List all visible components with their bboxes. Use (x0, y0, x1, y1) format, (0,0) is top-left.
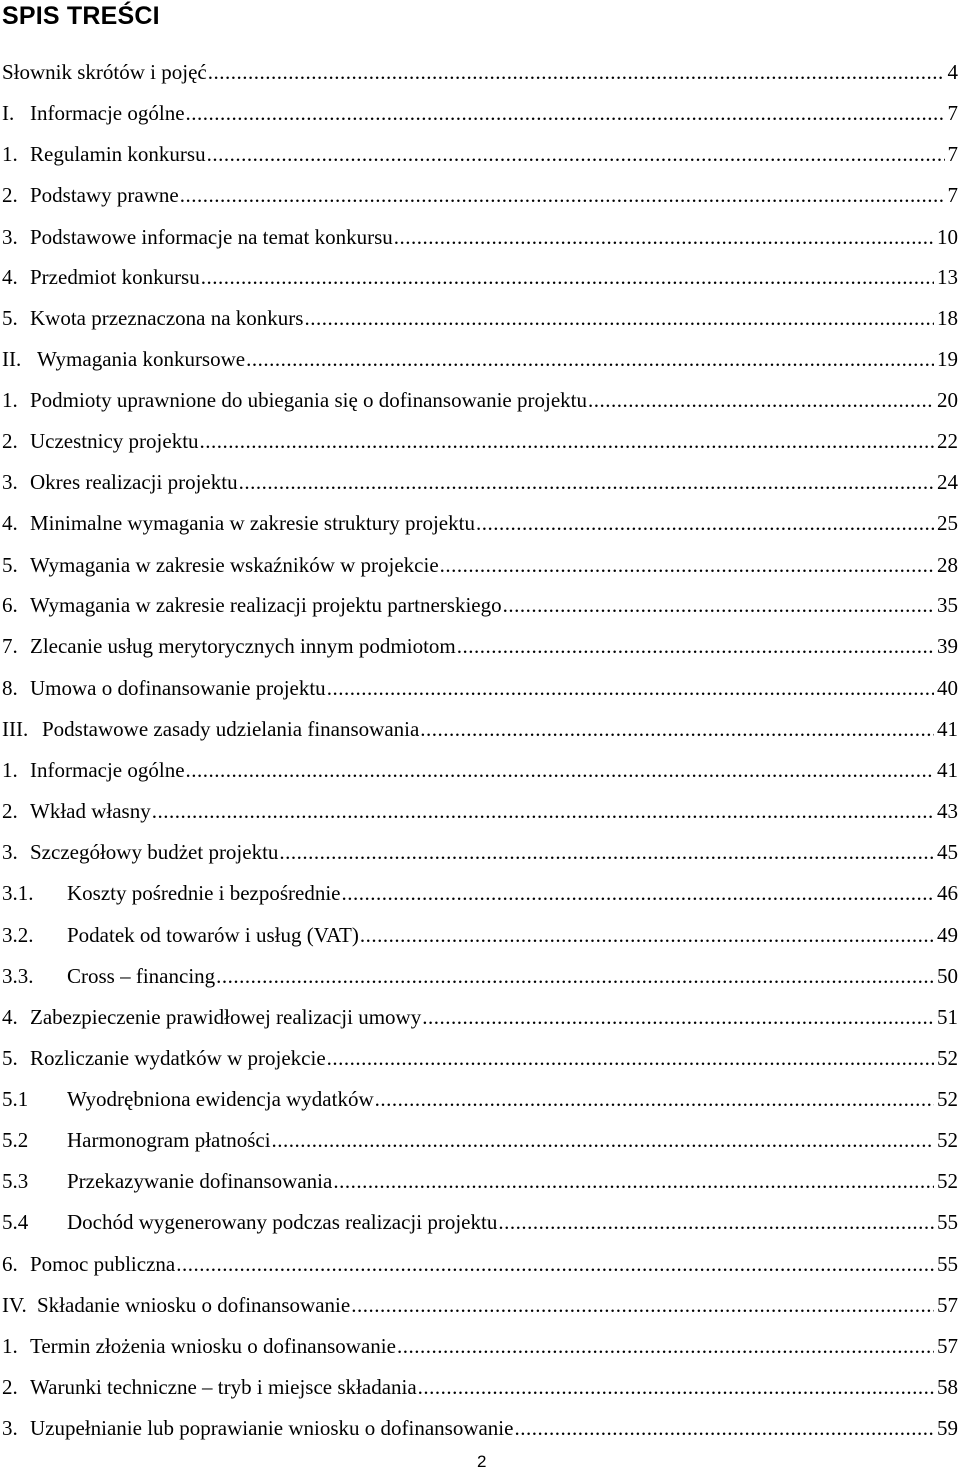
dot-leader (152, 796, 934, 826)
toc-entry-label: Informacje ogólne (30, 101, 185, 125)
toc-entry-page: 43 (937, 799, 958, 823)
dot-leader (327, 1043, 934, 1073)
toc-entry-label: Warunki techniczne – tryb i miejsce składania (30, 1375, 417, 1399)
toc-entry-page: 41 (937, 758, 958, 782)
toc-entry-number: 5.1 (2, 1087, 29, 1111)
toc-entry-number: 2. (2, 1375, 18, 1399)
dot-leader (588, 385, 934, 415)
toc-entry-number: 5.4 (2, 1210, 29, 1234)
toc-entry-page: 52 (937, 1046, 958, 1070)
toc-entry[interactable] (0, 590, 960, 620)
toc-entry-label: Wymagania konkursowe (37, 347, 246, 371)
toc-entry-label: Podstawowe informacje na temat konkursu (30, 225, 393, 249)
toc-entry-page: 59 (937, 1416, 958, 1440)
dot-leader (186, 98, 945, 128)
toc-entry[interactable] (0, 262, 960, 292)
toc-entry-label: Cross – financing (67, 964, 216, 988)
toc-entry-number: 7. (2, 634, 18, 658)
toc-entry-page: 7 (947, 142, 958, 166)
dot-leader (397, 1331, 934, 1361)
toc-entry-page: 58 (937, 1375, 958, 1399)
toc-entry-label: Podstawowe zasady udzielania finansowania (42, 717, 420, 741)
dot-leader (394, 222, 934, 252)
dot-leader (239, 467, 934, 497)
toc-entry-label: Wyodrębniona ewidencja wydatków (67, 1087, 374, 1111)
toc-entry[interactable] (0, 1290, 960, 1320)
toc-entry[interactable] (0, 139, 960, 169)
toc-entry-number: 2. (2, 183, 18, 207)
dot-leader (246, 344, 934, 374)
toc-entry-page: 51 (937, 1005, 958, 1029)
toc-entry-number: 6. (2, 1252, 18, 1276)
toc-entry-label: Regulamin konkursu (30, 142, 206, 166)
toc-entry-page: 41 (937, 717, 958, 741)
toc-entry-number: 1. (2, 142, 18, 166)
toc-entry[interactable] (0, 631, 960, 661)
toc-entry[interactable] (0, 1372, 960, 1402)
toc-entry-page: 52 (937, 1128, 958, 1152)
dot-leader (207, 139, 945, 169)
toc-entry-number: III. (2, 717, 29, 741)
toc-entry-page: 57 (937, 1293, 958, 1317)
toc-entry-number: 1. (2, 758, 18, 782)
dot-leader (333, 1166, 934, 1196)
toc-entry-page: 13 (937, 265, 958, 289)
toc-entry-label: Wymagania w zakresie realizacji projektu partnerskiego (30, 593, 502, 617)
toc-entry[interactable] (0, 426, 960, 456)
toc-entry-label: Zabezpieczenie prawidłowej realizacji umowy (30, 1005, 422, 1029)
toc-entry-page: 46 (937, 881, 958, 905)
dot-leader (208, 57, 945, 87)
toc-entry-page: 57 (937, 1334, 958, 1358)
toc-entry-label: Wymagania w zakresie wskaźników w projekcie (30, 553, 439, 577)
toc-entry-page: 35 (937, 593, 958, 617)
dot-leader (201, 262, 934, 292)
toc-entry-number: 3.3. (2, 964, 34, 988)
toc-entry-label: Podmioty uprawnione do ubiegania się o dofinansowanie projektu (30, 388, 587, 412)
toc-entry-label: Umowa o dofinansowanie projektu (30, 676, 326, 700)
toc-entry-page: 4 (947, 60, 958, 84)
toc-entry[interactable] (0, 1249, 960, 1279)
toc-entry-page: 55 (937, 1252, 958, 1276)
toc-entry[interactable] (0, 1413, 960, 1443)
toc-entry-page: 55 (937, 1210, 958, 1234)
toc-entry[interactable] (0, 303, 960, 333)
toc-entry-label: Szczegółowy budżet projektu (30, 840, 279, 864)
dot-leader (186, 755, 934, 785)
toc-entry[interactable] (0, 1166, 960, 1196)
toc-entry-number: 5.3 (2, 1169, 29, 1193)
toc-entry-number: 5. (2, 553, 18, 577)
page-title: SPIS TREŚCI (2, 2, 160, 30)
dot-leader (375, 1084, 934, 1114)
toc-entry[interactable] (0, 837, 960, 867)
toc-entry-number: II. (2, 347, 22, 371)
toc-entry-label: Przedmiot konkursu (30, 265, 200, 289)
toc-entry[interactable] (0, 1084, 960, 1114)
toc-entry-label: Składanie wniosku o dofinansowanie (37, 1293, 351, 1317)
toc-entry-number: 8. (2, 676, 18, 700)
toc-entry-label: Uczestnicy projektu (30, 429, 199, 453)
toc-entry[interactable] (0, 673, 960, 703)
toc-entry-label: Podatek od towarów i usług (VAT) (67, 923, 359, 947)
toc-entry[interactable] (0, 344, 960, 374)
toc-entry[interactable] (0, 961, 960, 991)
toc-entry-number: I. (2, 101, 15, 125)
toc-entry-number: 3. (2, 225, 18, 249)
dot-leader (498, 1207, 934, 1237)
toc-entry-page: 22 (937, 429, 958, 453)
toc-entry[interactable] (0, 98, 960, 128)
toc-entry[interactable] (0, 222, 960, 252)
toc-entry[interactable] (0, 1043, 960, 1073)
toc-entry[interactable] (0, 796, 960, 826)
toc-entry-number: 2. (2, 429, 18, 453)
toc-entry-number: 5. (2, 306, 18, 330)
toc-entry[interactable] (0, 1125, 960, 1155)
toc-entry-page: 24 (937, 470, 958, 494)
dot-leader (279, 837, 934, 867)
toc-entry-label: Minimalne wymagania w zakresie struktury projektu (30, 511, 475, 535)
toc-entry-page: 45 (937, 840, 958, 864)
toc-entry-label: Informacje ogólne (30, 758, 185, 782)
page-number: 2 (477, 1452, 487, 1471)
toc-entry[interactable] (0, 57, 960, 87)
toc-entry-page: 28 (937, 553, 958, 577)
toc-entry[interactable] (0, 1331, 960, 1361)
toc-entry-number: 4. (2, 265, 18, 289)
dot-leader (360, 920, 934, 950)
dot-leader (272, 1125, 934, 1155)
dot-leader (418, 1372, 934, 1402)
toc-entry-page: 52 (937, 1087, 958, 1111)
toc-entry-page: 18 (937, 306, 958, 330)
toc-entry[interactable] (0, 878, 960, 908)
dot-leader (420, 714, 934, 744)
toc-entry[interactable] (0, 1207, 960, 1237)
toc-entry-page: 20 (937, 388, 958, 412)
dot-leader (200, 426, 934, 456)
toc-entry[interactable] (0, 920, 960, 950)
toc-entry-label: Wkład własny (30, 799, 151, 823)
toc-entry-number: 5.2 (2, 1128, 29, 1152)
toc-entry-number: 1. (2, 1334, 18, 1358)
toc-entry-label: Okres realizacji projektu (30, 470, 238, 494)
toc-entry-number: 3. (2, 470, 18, 494)
dot-leader (342, 878, 934, 908)
toc-entry-label: Podstawy prawne (30, 183, 179, 207)
toc-entry-label: Rozliczanie wydatków w projekcie (30, 1046, 326, 1070)
toc-entry-page: 40 (937, 676, 958, 700)
toc-entry[interactable] (0, 755, 960, 785)
dot-leader (514, 1413, 934, 1443)
toc-entry-label: Zlecanie usług merytorycznych innym podmiotom (30, 634, 456, 658)
toc-entry-page: 19 (937, 347, 958, 371)
dot-leader (440, 550, 934, 580)
toc-entry-label: Pomoc publiczna (30, 1252, 176, 1276)
toc-entry-number: 4. (2, 511, 18, 535)
dot-leader (457, 631, 934, 661)
toc-entry-page: 49 (937, 923, 958, 947)
toc-entry-label: Uzupełnianie lub poprawianie wniosku o dofinansowanie (30, 1416, 514, 1440)
toc-entry[interactable] (0, 385, 960, 415)
dot-leader (476, 508, 934, 538)
toc-entry-page: 7 (947, 183, 958, 207)
toc-entry-number: 6. (2, 593, 18, 617)
toc-entry-number: 3.1. (2, 881, 34, 905)
toc-entry[interactable] (0, 1002, 960, 1032)
toc-entry-page: 25 (937, 511, 958, 535)
toc-entry[interactable] (0, 180, 960, 210)
toc-entry-number: 2. (2, 799, 18, 823)
toc-entry-number: IV. (2, 1293, 27, 1317)
toc-entry-label: Dochód wygenerowany podczas realizacji projektu (67, 1210, 498, 1234)
toc-entry-page: 7 (947, 101, 958, 125)
toc-entry-number: 3.2. (2, 923, 34, 947)
toc-entry-label: Kwota przeznaczona na konkurs (30, 306, 304, 330)
toc-entry[interactable] (0, 508, 960, 538)
dot-leader (503, 590, 934, 620)
toc-entry-label: Przekazywanie dofinansowania (67, 1169, 333, 1193)
toc-entry-page: 10 (937, 225, 958, 249)
toc-entry-label: Termin złożenia wniosku o dofinansowanie (30, 1334, 396, 1358)
dot-leader (216, 961, 934, 991)
toc-entry-number: 4. (2, 1005, 18, 1029)
toc-entry[interactable] (0, 550, 960, 580)
toc-entry[interactable] (0, 467, 960, 497)
toc-entry-page: 50 (937, 964, 958, 988)
toc-entry[interactable] (0, 714, 960, 744)
dot-leader (180, 180, 945, 210)
toc-entry-label: Koszty pośrednie i bezpośrednie (67, 881, 341, 905)
toc-entry-number: 3. (2, 1416, 18, 1440)
dot-leader (422, 1002, 934, 1032)
toc-entry-number: 3. (2, 840, 18, 864)
toc-entry-label: Słownik skrótów i pojęć (2, 60, 207, 84)
toc-entry-label: Harmonogram płatności (67, 1128, 271, 1152)
dot-leader (351, 1290, 934, 1320)
dot-leader (304, 303, 934, 333)
toc-entry-page: 39 (937, 634, 958, 658)
toc-entry-number: 5. (2, 1046, 18, 1070)
dot-leader (327, 673, 934, 703)
dot-leader (176, 1249, 934, 1279)
toc-entry-number: 1. (2, 388, 18, 412)
toc-entry-page: 52 (937, 1169, 958, 1193)
